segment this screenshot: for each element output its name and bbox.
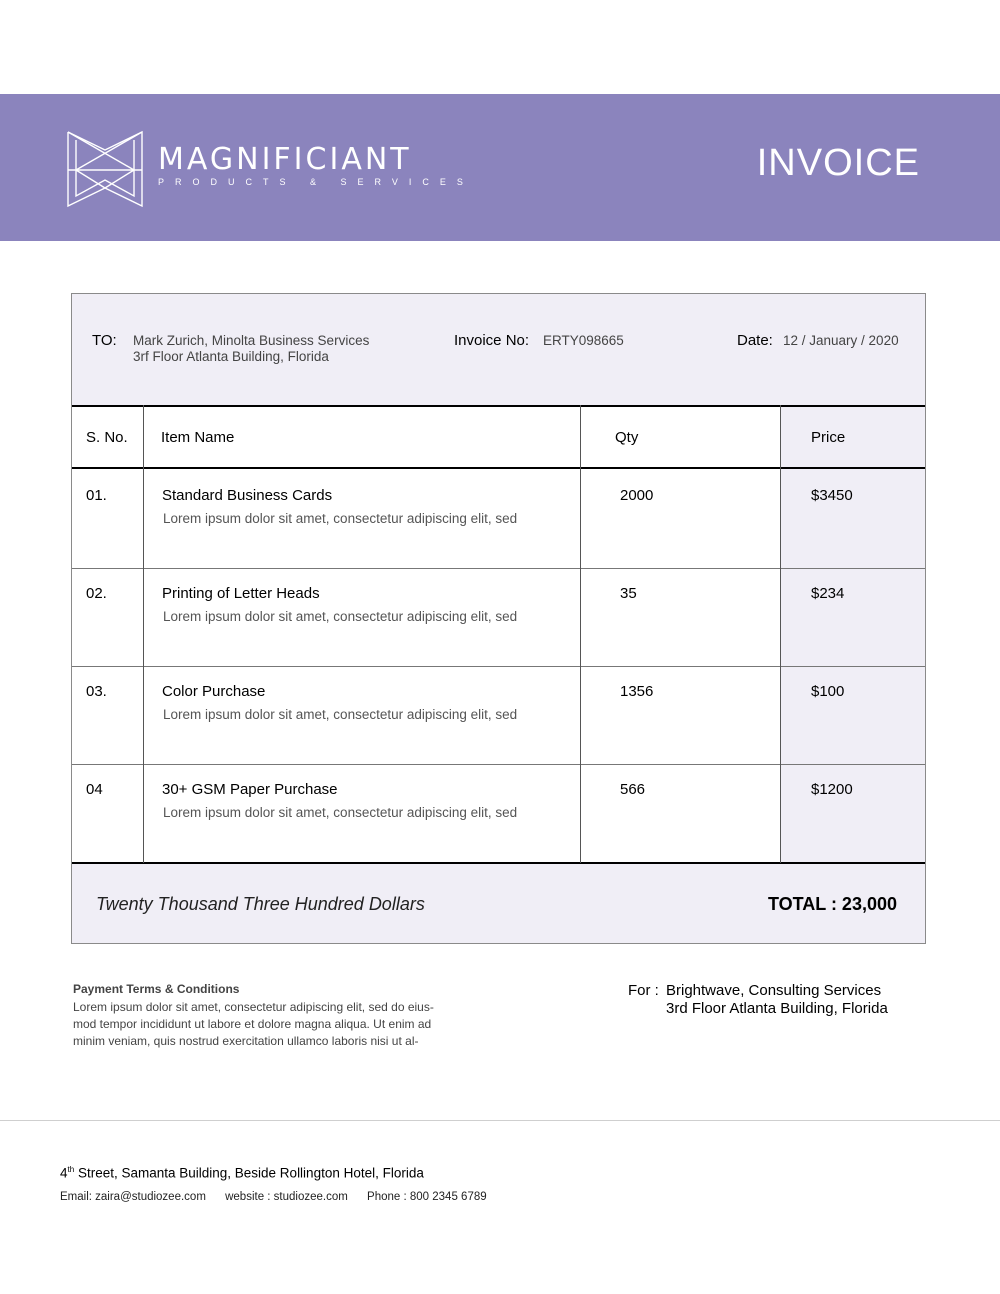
total-amount: TOTAL : 23,000 [767, 894, 897, 914]
total-in-words: Twenty Thousand Three Hundred Dollars [96, 894, 425, 914]
payment-terms-title: Payment Terms & Conditions [73, 982, 240, 996]
row-sno: 01. [86, 487, 107, 504]
brand-tagline: PRODUCTS & SERVICES [158, 177, 474, 187]
magnificiant-logo-icon [66, 130, 144, 208]
to-label: TO: [92, 332, 117, 349]
row-item-name: 30+ GSM Paper Purchase [162, 781, 338, 798]
invoice-title: INVOICE [756, 142, 920, 184]
date-label: Date: [737, 332, 773, 349]
date-value: 12 / January / 2020 [783, 333, 899, 348]
to-address: 3rf Floor Atlanta Building, Florida [133, 349, 329, 364]
row-item-name: Printing of Letter Heads [162, 585, 320, 602]
row-price: $234 [811, 585, 845, 602]
for-company: Brightwave, Consulting Services [666, 982, 882, 999]
row-qty: 35 [620, 585, 637, 602]
column-divider [580, 405, 581, 863]
header-qty: Qty [615, 429, 639, 446]
row-item-name: Standard Business Cards [162, 487, 333, 504]
for-address: 3rd Floor Atlanta Building, Florida [666, 1000, 888, 1017]
header-item-name: Item Name [161, 429, 235, 446]
row-price: $3450 [811, 487, 853, 504]
footer-email[interactable]: Email: zaira@studiozee.com [60, 1191, 206, 1203]
footer-website[interactable]: website : studiozee.com [225, 1191, 348, 1203]
row-item-desc: Lorem ipsum dolor sit amet, consectetur adipiscing elit, sed [163, 707, 518, 722]
footer-contact [60, 1191, 503, 1203]
row-price: $1200 [811, 781, 853, 798]
row-divider [72, 764, 925, 765]
footer-phone: Phone : 800 2345 6789 [367, 1191, 487, 1203]
to-name: Mark Zurich, Minolta Business Services [133, 333, 370, 348]
header-bottom-rule [72, 467, 925, 469]
invoice-frame [71, 293, 926, 944]
table-bottom-rule [72, 862, 925, 864]
row-item-desc: Lorem ipsum dolor sit amet, consectetur adipiscing elit, sed [163, 609, 518, 624]
header-sno: S. No. [86, 429, 128, 446]
row-sno: 03. [86, 683, 107, 700]
payment-terms-body: Lorem ipsum dolor sit amet, consectetur adipiscing elit, sed do eius-mod tempor incididunt ut labore et dolore magna aliqua. Ut enim ad minim veniam, quis nostrud exercitation ullamco laboris nisi ut al- [73, 1000, 434, 1048]
row-qty: 566 [620, 781, 646, 798]
row-sno: 02. [86, 585, 107, 602]
row-item-desc: Lorem ipsum dolor sit amet, consectetur adipiscing elit, sed [163, 511, 518, 526]
header-price: Price [811, 429, 846, 446]
row-divider [72, 568, 925, 569]
row-price: $100 [811, 683, 845, 700]
row-divider [72, 666, 925, 667]
row-qty: 1356 [620, 683, 654, 700]
invoice-number-value: ERTY098665 [543, 333, 624, 348]
for-label: For : [628, 982, 659, 999]
footer-divider [0, 1120, 1000, 1121]
row-item-desc: Lorem ipsum dolor sit amet, consectetur adipiscing elit, sed [163, 805, 518, 820]
row-item-name: Color Purchase [162, 683, 266, 700]
brand-name: MAGNIFICIANT [158, 142, 412, 177]
header-banner [0, 94, 1000, 241]
invoice-number-label: Invoice No: [454, 332, 530, 349]
table-top-rule [72, 405, 925, 407]
row-qty: 2000 [620, 487, 654, 504]
row-sno: 04 [86, 781, 103, 798]
footer-address: 4th Street, Samanta Building, Beside Rollington Hotel, Florida [60, 1165, 424, 1181]
column-divider [143, 405, 144, 863]
items-table [72, 405, 925, 863]
column-divider [780, 405, 781, 863]
